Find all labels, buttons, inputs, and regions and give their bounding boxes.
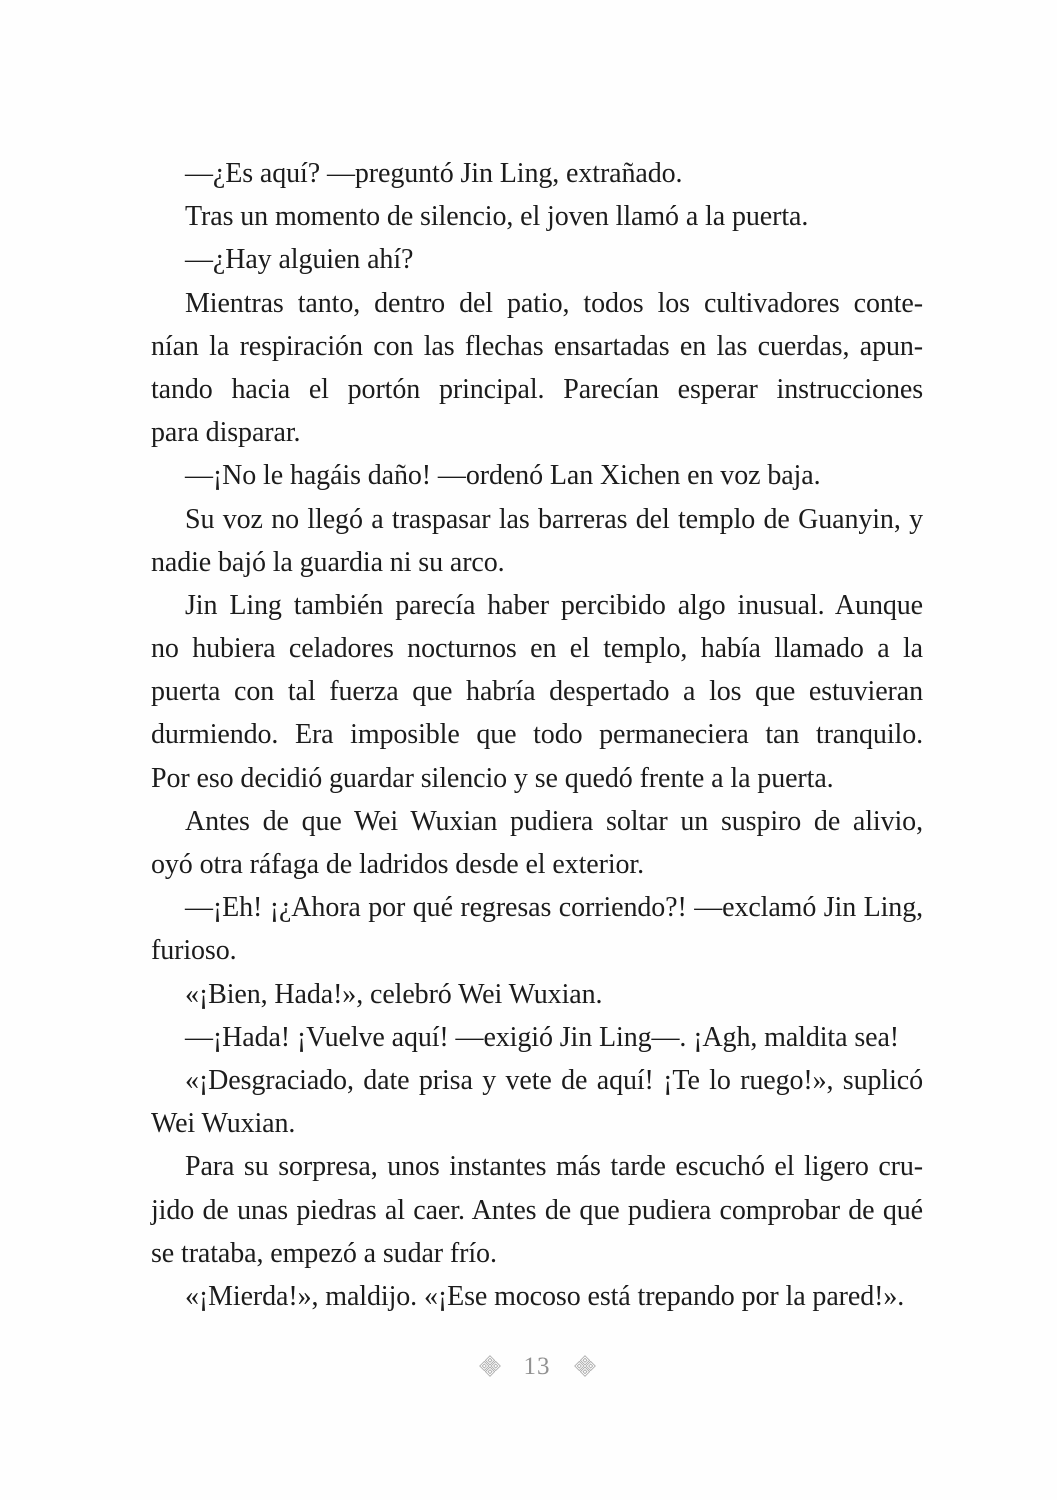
- quad-diamond-icon: [479, 1355, 501, 1377]
- text-line: Por eso decidió guardar silencio y se quedó frente a la puerta.: [151, 762, 834, 794]
- text-line: para disparar.: [151, 417, 301, 449]
- text-line: se trataba, empezó a sudar frío.: [151, 1237, 497, 1269]
- text-line: «¡Bien, Hada!», celebró Wei Wuxian.: [185, 978, 603, 1010]
- text-line: —¿Es aquí? —preguntó Jin Ling, extrañado.: [185, 158, 683, 189]
- text-line: Para su sorpresa, unos instantes más tarde escuchó el ligero cru-: [185, 1151, 923, 1183]
- page-text: [151, 152, 923, 1318]
- text-line: nadie bajó la guardia ni su arco.: [151, 546, 505, 578]
- text-line: nían la respiración con las flechas ensartadas en las cuerdas, apun-: [151, 330, 923, 362]
- text-line: oyó otra ráfaga de ladridos desde el exterior.: [151, 849, 644, 880]
- text-line: puerta con tal fuerza que habría despertado a los que estuvieran: [151, 676, 923, 708]
- text-line: —¿Hay alguien ahí?: [185, 244, 414, 276]
- text-line: durmiendo. Era imposible que todo permaneciera tan tranquilo.: [151, 719, 923, 751]
- text-line: Mientras tanto, dentro del patio, todos los cultivadores conte-: [185, 287, 923, 319]
- text-line: «¡Desgraciado, date prisa y vete de aquí! ¡Te lo ruego!», suplicó: [185, 1064, 923, 1096]
- page-footer: [151, 1352, 923, 1379]
- text-line: Tras un momento de silencio, el joven llamó a la puerta.: [185, 201, 809, 233]
- text-line: furioso.: [151, 935, 237, 967]
- text-line: «¡Mierda!», maldijo. «¡Ese mocoso está trepando por la pared!».: [185, 1280, 905, 1312]
- text-line: tando hacia el portón principal. Parecían esperar instrucciones: [151, 373, 923, 405]
- text-line: —¡No le hagáis daño! —ordenó Lan Xichen en voz baja.: [185, 460, 821, 492]
- text-line: no hubiera celadores nocturnos en el templo, había llamado a la: [151, 633, 923, 665]
- text-line: Jin Ling también parecía haber percibido algo inusual. Aunque: [185, 589, 923, 621]
- quad-diamond-icon: [574, 1355, 596, 1377]
- text-line: Wei Wuxian.: [151, 1108, 296, 1140]
- text-line: —¡Eh! ¡¿Ahora por qué regresas corriendo?! —exclamó Jin Ling,: [185, 892, 923, 924]
- text-line: jido de unas piedras al caer. Antes de que pudiera comprobar de qué: [151, 1194, 923, 1226]
- text-line: Antes de que Wei Wuxian pudiera soltar un suspiro de alivio,: [185, 805, 923, 837]
- text-line: Su voz no llegó a traspasar las barreras del templo de Guanyin, y: [185, 503, 923, 535]
- page-number: 13: [523, 1353, 551, 1380]
- text-line: —¡Hada! ¡Vuelve aquí! —exigió Jin Ling—. ¡Agh, maldita sea!: [185, 1021, 899, 1053]
